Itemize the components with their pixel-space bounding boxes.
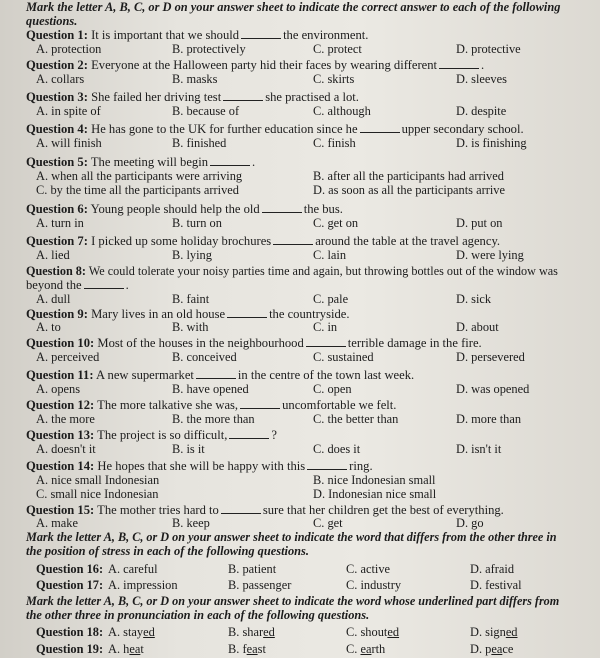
option-a[interactable]: A. perceived (36, 350, 100, 364)
option-c[interactable]: C. get (313, 516, 343, 530)
instruction-1: Mark the letter A, B, C, or D on your answer sheet to indicate the correct answer to each of the following (26, 0, 561, 14)
answer-blank[interactable] (262, 202, 302, 213)
option-d[interactable]: D. sick (456, 292, 492, 306)
option-b[interactable]: B. keep (172, 516, 210, 530)
question-16-label: Question 16: (36, 562, 104, 576)
option-b[interactable]: B. shared (228, 625, 275, 639)
option-c[interactable]: C. in (313, 320, 338, 334)
answer-blank[interactable] (307, 459, 347, 470)
question-19-label: Question 19: (36, 642, 104, 656)
option-d[interactable]: D. put on (456, 216, 503, 230)
question-6: Question 6: Young people should help the old the bus. (26, 202, 343, 216)
answer-blank[interactable] (240, 398, 280, 409)
option-c[interactable]: C. small nice Indonesian (36, 487, 159, 501)
option-a[interactable]: A. protection (36, 42, 102, 56)
option-d[interactable]: D. sleeves (456, 72, 507, 86)
option-b[interactable]: B. patient (228, 562, 277, 576)
option-d[interactable]: D. Indonesian nice small (313, 487, 437, 501)
option-b[interactable]: B. protectively (172, 42, 246, 56)
answer-blank[interactable] (306, 336, 346, 347)
option-a[interactable]: A. careful (108, 562, 158, 576)
question-8-cont: beyond the . (26, 278, 129, 292)
option-c[interactable]: C. by the time all the participants arrived (36, 183, 240, 197)
answer-blank[interactable] (210, 155, 250, 166)
option-a[interactable]: A. dull (36, 292, 71, 306)
question-14: Question 14: He hopes that she will be happy with this ring. (26, 459, 373, 473)
option-b[interactable]: B. nice Indonesian small (313, 473, 436, 487)
answer-blank[interactable] (84, 278, 124, 289)
option-c[interactable]: C. pale (313, 292, 349, 306)
option-b[interactable]: B. faint (172, 292, 210, 306)
question-4: Question 4: He has gone to the UK for further education since he upper secondary school. (26, 122, 524, 136)
option-a[interactable]: A. will finish (36, 136, 102, 150)
option-d[interactable]: D. were lying (456, 248, 524, 262)
option-c[interactable]: C. earth (346, 642, 386, 656)
option-b[interactable]: B. passenger (228, 578, 292, 592)
option-a[interactable]: A. doesn't it (36, 442, 96, 456)
option-d[interactable]: D. more than (456, 412, 522, 426)
option-a[interactable]: A. to (36, 320, 61, 334)
option-d[interactable]: D. go (456, 516, 484, 530)
option-d[interactable]: D. as soon as all the participants arrive (313, 183, 505, 197)
option-c[interactable]: C. the better than (313, 412, 399, 426)
option-c[interactable]: C. sustained (313, 350, 374, 364)
option-b[interactable]: B. turn on (172, 216, 222, 230)
question-9: Question 9: Mary lives in an old house the countryside. (26, 307, 350, 321)
question-5: Question 5: The meeting will begin . (26, 155, 256, 169)
question-13: Question 13: The project is so difficult, ? (26, 428, 277, 442)
answer-blank[interactable] (223, 90, 263, 101)
question-18-label: Question 18: (36, 625, 104, 639)
option-a[interactable]: A. turn in (36, 216, 84, 230)
option-d[interactable]: D. persevered (456, 350, 525, 364)
option-c[interactable]: C. get on (313, 216, 359, 230)
option-a[interactable]: A. heat (108, 642, 144, 656)
option-a[interactable]: A. opens (36, 382, 81, 396)
option-c[interactable]: C. lain (313, 248, 347, 262)
option-d[interactable]: D. isn't it (456, 442, 502, 456)
option-d[interactable]: D. is finishing (456, 136, 527, 150)
instruction-2-cont: the position of stress in each of the following questions. (26, 544, 309, 558)
question-1: Question 1: It is important that we should the environment. (26, 28, 369, 42)
option-a[interactable]: A. when all the participants were arriving (36, 169, 243, 183)
answer-blank[interactable] (273, 234, 313, 245)
instruction-1-cont: questions. (26, 14, 78, 28)
option-c[interactable]: C. finish (313, 136, 356, 150)
option-a[interactable]: A. make (36, 516, 78, 530)
question-11: Question 11: A new supermarket in the centre of the town last week. (26, 368, 415, 382)
option-b[interactable]: B. masks (172, 72, 218, 86)
instruction-3: Mark the letter A, B, C, or D on your answer sheet to indicate the word whose underlined part differs from (26, 594, 560, 608)
question-12: Question 12: The more talkative she was, uncomfortable we felt. (26, 398, 397, 412)
option-b[interactable]: B. after all the participants had arrived (313, 169, 504, 183)
option-c[interactable]: C. industry (346, 578, 402, 592)
question-7: Question 7: I picked up some holiday brochures around the table at the travel agency. (26, 234, 501, 248)
instruction-2: Mark the letter A, B, C, or D on your answer sheet to indicate the word that differs from the other three in (26, 530, 557, 544)
option-b[interactable]: B. finished (172, 136, 227, 150)
option-c[interactable]: C. active (346, 562, 391, 576)
option-a[interactable]: A. the more (36, 412, 95, 426)
answer-blank[interactable] (360, 122, 400, 133)
question-10: Question 10: Most of the houses in the neighbourhood terrible damage in the fire. (26, 336, 482, 350)
option-d[interactable]: D. was opened (456, 382, 530, 396)
option-c[interactable]: C. skirts (313, 72, 355, 86)
option-b[interactable]: B. have opened (172, 382, 249, 396)
option-c[interactable]: C. does it (313, 442, 361, 456)
question-8: Question 8: We could tolerate your noisy parties time and again, but throwing bottles out of the window was (26, 264, 558, 278)
option-d[interactable]: D. afraid (470, 562, 515, 576)
option-d[interactable]: D. peace (470, 642, 514, 656)
option-b[interactable]: B. feast (228, 642, 266, 656)
question-3: Question 3: She failed her driving test she practised a lot. (26, 90, 359, 104)
option-a[interactable]: A. nice small Indonesian (36, 473, 160, 487)
option-b[interactable]: B. is it (172, 442, 205, 456)
option-d[interactable]: D. protective (456, 42, 521, 56)
option-d[interactable]: D. signed (470, 625, 518, 639)
answer-blank[interactable] (229, 428, 269, 439)
option-b[interactable]: B. lying (172, 248, 212, 262)
answer-blank[interactable] (227, 307, 267, 318)
question-15: Question 15: The mother tries hard to sure that her children get the best of everything. (26, 503, 504, 517)
option-b[interactable]: B. conceived (172, 350, 237, 364)
option-d[interactable]: D. festival (470, 578, 522, 592)
question-17-label: Question 17: (36, 578, 104, 592)
option-a[interactable]: A. impression (108, 578, 178, 592)
option-b[interactable]: B. with (172, 320, 209, 334)
answer-blank[interactable] (241, 28, 281, 39)
answer-blank[interactable] (439, 58, 479, 69)
option-c[interactable]: C. although (313, 104, 371, 118)
option-c[interactable]: C. shouted (346, 625, 400, 639)
question-2: Question 2: Everyone at the Halloween party hid their faces by wearing different . (26, 58, 485, 72)
option-a[interactable]: A. stayed (108, 625, 155, 639)
option-c[interactable]: C. protect (313, 42, 362, 56)
option-d[interactable]: D. despite (456, 104, 507, 118)
option-a[interactable]: A. in spite of (36, 104, 101, 118)
option-a[interactable]: A. collars (36, 72, 85, 86)
option-c[interactable]: C. open (313, 382, 352, 396)
option-d[interactable]: D. about (456, 320, 499, 334)
answer-blank[interactable] (221, 503, 261, 514)
instruction-3-cont: the other three in pronunciation in each of the following questions. (26, 608, 370, 622)
option-b[interactable]: B. the more than (172, 412, 255, 426)
answer-blank[interactable] (196, 368, 236, 379)
option-b[interactable]: B. because of (172, 104, 240, 118)
option-a[interactable]: A. lied (36, 248, 70, 262)
